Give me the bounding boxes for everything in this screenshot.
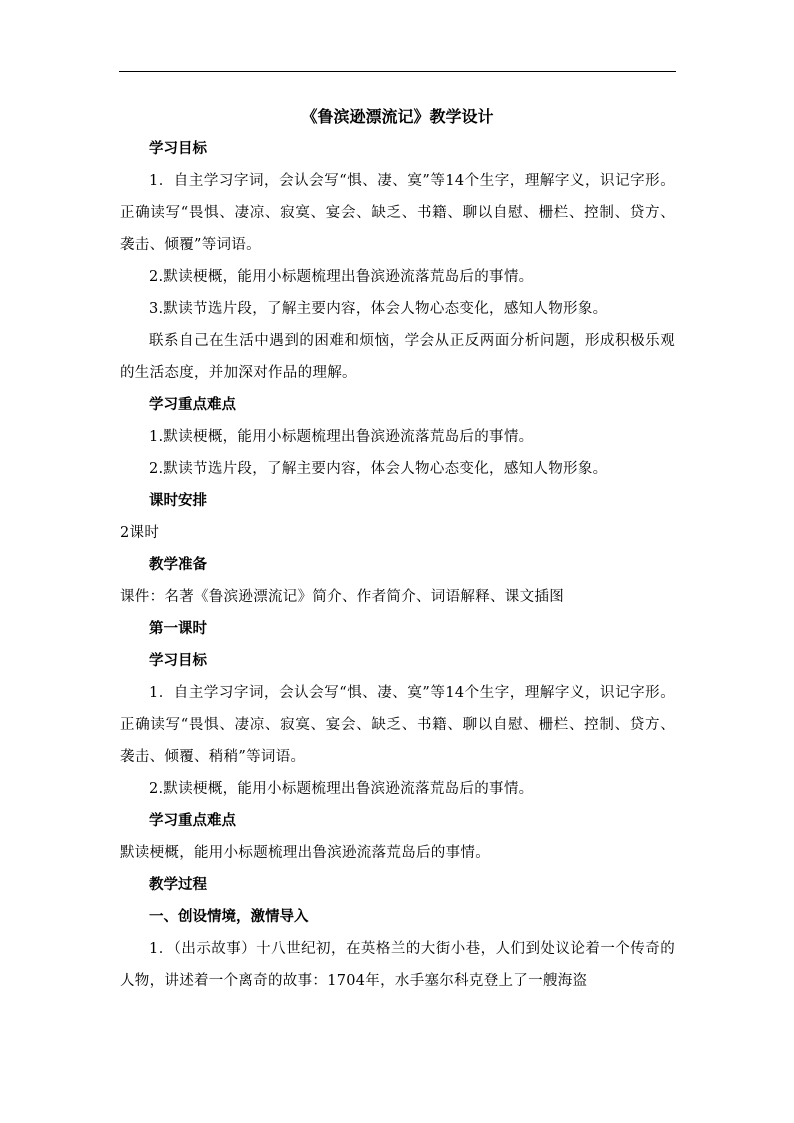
section-heading: 一、创设情境，激情导入 [149, 908, 309, 925]
header-rule [119, 71, 676, 72]
paragraph: 1．（出示故事）十八世纪初，在英格兰的大街小巷，人们到处议论着一个传奇的人物，讲述着一个离奇的故事：1704年，水手塞尔科克登上了一艘海盗 [120, 941, 675, 989]
paragraph: 1.默读梗概，能用小标题梳理出鲁滨逊流落荒岛后的事情。 [149, 429, 534, 445]
document-body [120, 101, 675, 997]
section-heading: 学习目标 [149, 140, 207, 157]
section-heading: 第一课时 [149, 620, 207, 637]
section-heading: 教学准备 [149, 556, 207, 573]
paragraph: 联系自己在生活中遇到的困难和烦恼，学会从正反两面分析问题，形成积极乐观的生活态度，并加深对作品的理解。 [120, 333, 675, 381]
paragraph: 2.默读梗概，能用小标题梳理出鲁滨逊流落荒岛后的事情。 [149, 781, 534, 797]
section-heading: 教学过程 [149, 876, 207, 893]
document-title: 《鲁滨逊漂流记》教学设计 [301, 107, 494, 126]
paragraph: 3.默读节选片段，了解主要内容，体会人物心态变化，感知人物形象。 [149, 301, 608, 317]
paragraph: 课件：名著《鲁滨逊漂流记》简介、作者简介、词语解释、课文插图 [120, 589, 564, 605]
paragraph: 1．自主学习字词，会认会写“惧、凄、寞”等14个生字，理解字义，识记字形。正确读写“畏惧、凄凉、寂寞、宴会、缺乏、书籍、聊以自慰、栅栏、控制、贷方、袭击、倾覆、稍稍”等词语。 [120, 685, 675, 765]
paragraph: 2.默读节选片段，了解主要内容，体会人物心态变化，感知人物形象。 [149, 461, 608, 477]
section-heading: 课时安排 [149, 492, 207, 509]
paragraph: 2课时 [120, 525, 160, 541]
section-heading: 学习重点难点 [149, 812, 236, 829]
section-heading: 学习目标 [149, 652, 207, 669]
paragraph: 默读梗概，能用小标题梳理出鲁滨逊流落荒岛后的事情。 [120, 845, 490, 861]
paragraph: 1．自主学习字词，会认会写“惧、凄、寞”等14个生字，理解字义，识记字形。正确读写“畏惧、凄凉、寂寞、宴会、缺乏、书籍、聊以自慰、栅栏、控制、贷方、袭击、倾覆”等词语。 [120, 173, 675, 253]
section-heading: 学习重点难点 [149, 396, 236, 413]
paragraph: 2.默读梗概，能用小标题梳理出鲁滨逊流落荒岛后的事情。 [149, 269, 534, 285]
